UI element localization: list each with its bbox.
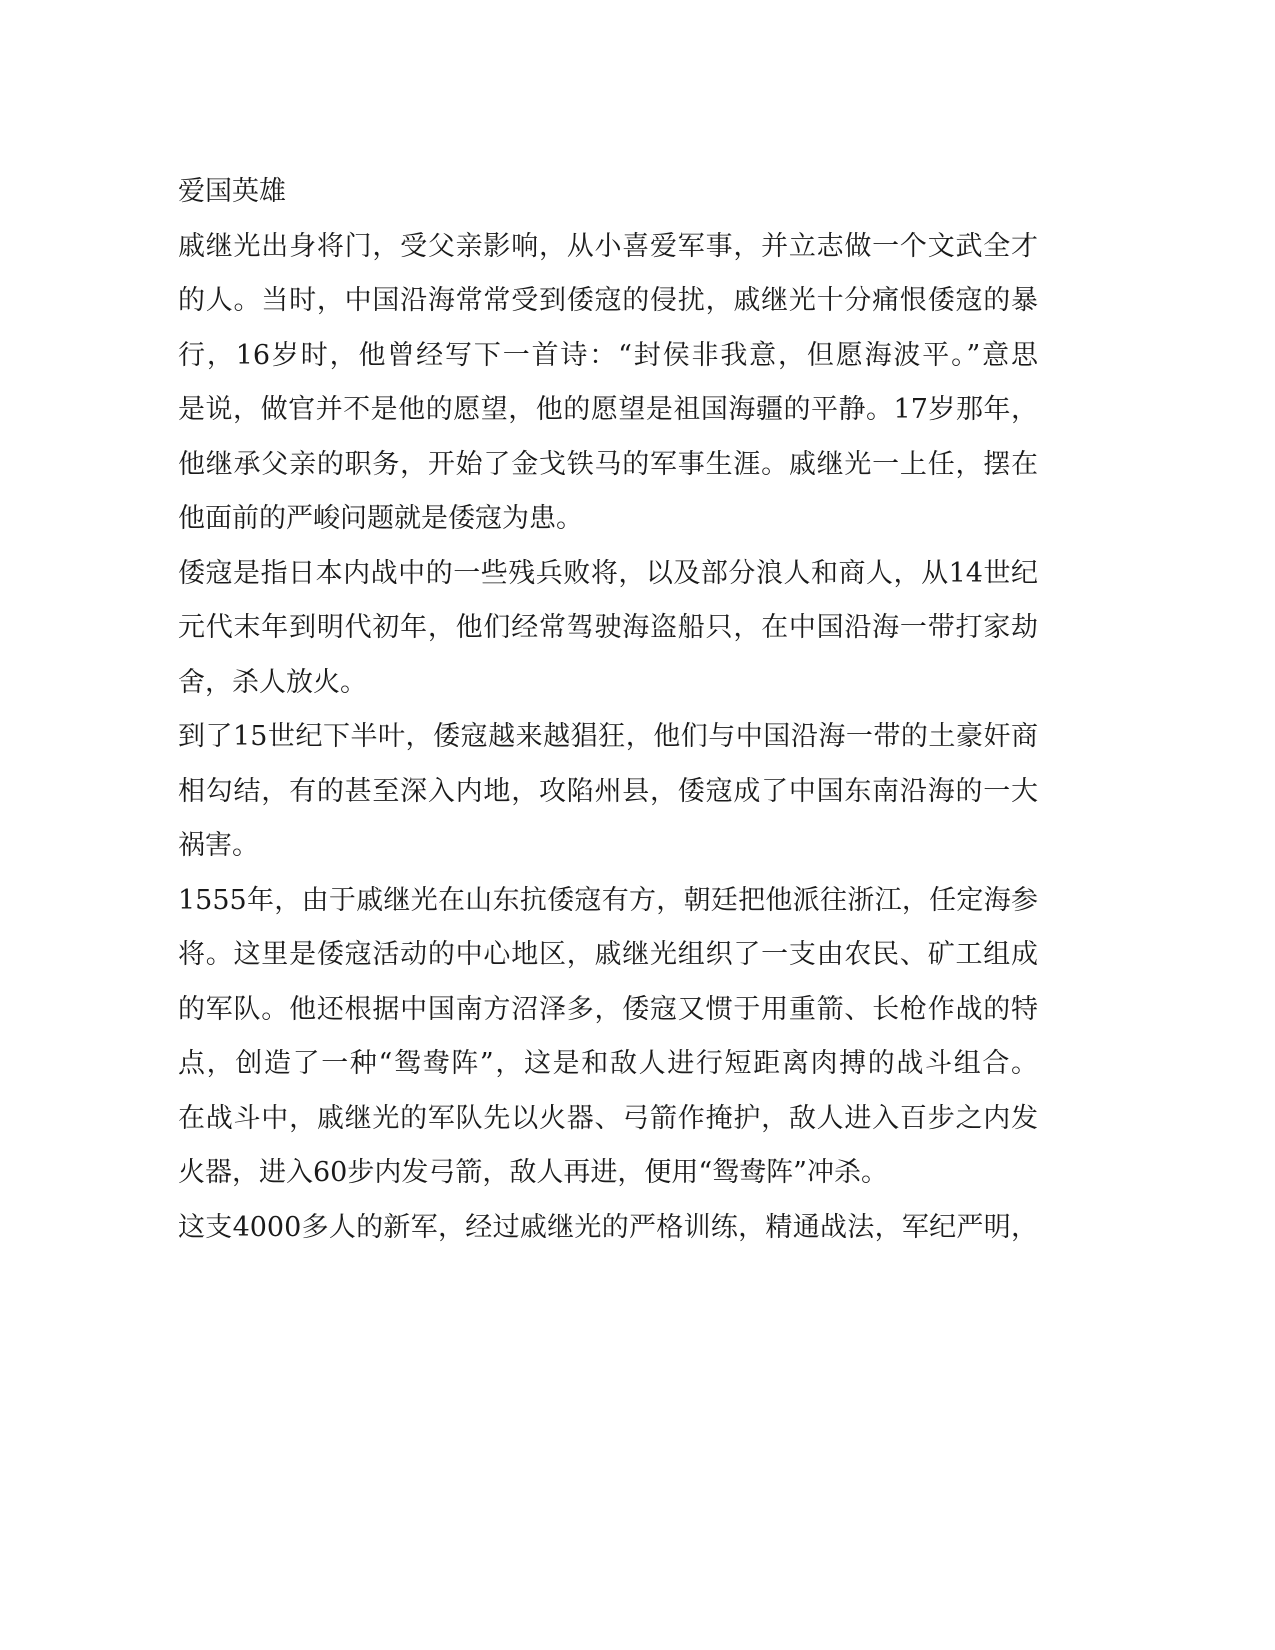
paragraph-4 (178, 874, 1038, 1201)
paragraph-line: 舍，杀人放火。 (178, 666, 367, 698)
paragraph-3 (178, 710, 1038, 874)
paragraph-line: 将。这里是倭寇活动的中心地区，戚继光组织了一支由农民、矿工组成 (178, 939, 1038, 970)
paragraph-5 (178, 1201, 1038, 1256)
paragraph-line: 1555年，由于戚继光在山东抗倭寇有方，朝廷把他派往浙江，任定海参 (178, 884, 1038, 916)
paragraph-line: 火器，进入60步内发弓箭，敌人再进，便用“鸳鸯阵”冲杀。 (178, 1157, 888, 1188)
paragraph-line: 行，16岁时，他曾经写下一首诗：“封侯非我意，但愿海波平。”意思 (178, 339, 1038, 371)
paragraph-2 (178, 547, 1038, 711)
document-body (178, 165, 1038, 1255)
paragraph-line: 的人。当时，中国沿海常常受到倭寇的侵扰，戚继光十分痛恨倭寇的暴 (178, 285, 1038, 316)
paragraph-line: 他面前的严峻问题就是倭寇为患。 (178, 503, 583, 534)
paragraph-line: 祸害。 (178, 830, 259, 861)
paragraph-line: 戚继光出身将门，受父亲影响，从小喜爱军事，并立志做一个文武全才 (178, 230, 1038, 262)
paragraph-line: 他继承父亲的职务，开始了金戈铁马的军事生涯。戚继光一上任，摆在 (178, 448, 1038, 480)
paragraph-line: 的军队。他还根据中国南方沼泽多，倭寇又惯于用重箭、长枪作战的特 (178, 993, 1038, 1025)
paragraph-line: 点，创造了一种“鸳鸯阵”，这是和敌人进行短距离肉搏的战斗组合。 (178, 1048, 1038, 1079)
paragraph-line: 这支4000多人的新军，经过戚继光的严格训练，精通战法，军纪严明， (178, 1211, 1038, 1243)
paragraph-line: 在战斗中，戚继光的军队先以火器、弓箭作掩护，敌人进入百步之内发 (178, 1102, 1038, 1134)
paragraph-line: 倭寇是指日本内战中的一些残兵败将，以及部分浪人和商人，从14世纪 (178, 557, 1038, 589)
document-title: 爱国英雄 (178, 176, 286, 207)
paragraph-1 (178, 220, 1038, 547)
paragraph-line: 到了15世纪下半叶，倭寇越来越猖狂，他们与中国沿海一带的土豪奸商 (178, 721, 1038, 752)
paragraph-line: 元代末年到明代初年，他们经常驾驶海盗船只，在中国沿海一带打家劫 (178, 612, 1038, 643)
paragraph-line: 相勾结，有的甚至深入内地，攻陷州县，倭寇成了中国东南沿海的一大 (178, 775, 1038, 807)
paragraph-line: 是说，做官并不是他的愿望，他的愿望是祖国海疆的平静。17岁那年， (178, 394, 1038, 425)
